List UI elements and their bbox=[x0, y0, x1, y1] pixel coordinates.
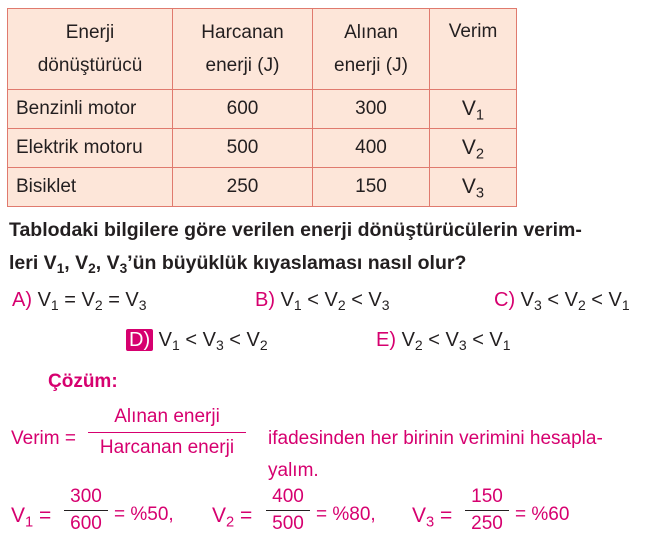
verim-label: Verim = bbox=[11, 428, 76, 449]
header-received bbox=[313, 9, 430, 90]
row-efficiency bbox=[430, 90, 517, 129]
opt-part: V bbox=[37, 289, 51, 311]
header-efficiency-line1: Verim bbox=[448, 21, 498, 42]
equals: = bbox=[240, 504, 253, 527]
solution-title: Çözüm: bbox=[48, 371, 118, 392]
opt-sub: 2 bbox=[259, 337, 268, 354]
header-received-line2: enerji (J) bbox=[334, 55, 408, 76]
efficiency-table bbox=[7, 8, 517, 207]
v-symbol: V bbox=[11, 504, 26, 527]
opt-part: = V bbox=[58, 289, 95, 311]
opt-sub: 3 bbox=[381, 297, 390, 314]
opt-part: < V bbox=[345, 289, 382, 311]
opt-part: < V bbox=[466, 329, 503, 351]
row-efficiency bbox=[430, 129, 517, 168]
opt-part: V bbox=[280, 289, 294, 311]
header-received-line1: Alınan bbox=[344, 22, 398, 43]
opt-sub: 1 bbox=[621, 297, 630, 314]
q-sub: 2 bbox=[88, 261, 96, 277]
option-letter: C) bbox=[494, 289, 516, 311]
eff-sub: 2 bbox=[475, 146, 485, 163]
fraction-denominator: 600 bbox=[70, 513, 102, 534]
solution-text-line2: yalım. bbox=[268, 460, 319, 481]
opt-sub: 1 bbox=[502, 337, 511, 354]
row-spent: 500 bbox=[173, 129, 313, 168]
q-part: , V bbox=[95, 252, 120, 274]
header-efficiency bbox=[430, 9, 517, 90]
opt-part: < V bbox=[541, 289, 578, 311]
opt-sub: 2 bbox=[414, 337, 423, 354]
question-line1: Tablodaki bilgilere göre verilen enerji dönüştürücülerin verim- bbox=[9, 219, 582, 241]
opt-sub: 1 bbox=[50, 297, 59, 314]
header-spent bbox=[173, 9, 313, 90]
v-sub: 2 bbox=[226, 514, 235, 531]
result-v2-value: = %80, bbox=[316, 504, 376, 525]
question-text bbox=[9, 214, 649, 280]
row-name: Benzinli motor bbox=[8, 90, 173, 129]
option-letter: E) bbox=[376, 329, 396, 351]
row-received: 400 bbox=[313, 129, 430, 168]
opt-part: V bbox=[520, 289, 535, 311]
result-v1-fraction bbox=[64, 486, 108, 535]
opt-sub: 2 bbox=[337, 297, 346, 314]
option-e[interactable] bbox=[376, 329, 511, 352]
table-header-row bbox=[8, 9, 517, 90]
result-v1-value: = %50, bbox=[114, 504, 174, 525]
q-part: leri V bbox=[9, 252, 57, 274]
table-row bbox=[8, 90, 517, 129]
eff-symbol: V bbox=[461, 97, 476, 120]
opt-sub: 3 bbox=[458, 337, 467, 354]
fraction-numerator: 300 bbox=[70, 486, 102, 507]
header-converter bbox=[8, 9, 173, 90]
question-line2 bbox=[9, 247, 649, 280]
opt-sub: 3 bbox=[534, 297, 542, 314]
eff-sub: 3 bbox=[475, 185, 485, 202]
row-name: Bisiklet bbox=[8, 168, 173, 207]
q-part: ’ün büyüklük kıyaslaması nasıl olur? bbox=[127, 252, 467, 274]
fraction-numerator: 150 bbox=[471, 486, 503, 507]
opt-part: < V bbox=[585, 289, 622, 311]
result-v1-label bbox=[11, 504, 52, 531]
opt-part: V bbox=[401, 329, 415, 351]
option-c[interactable] bbox=[494, 289, 630, 312]
option-a[interactable] bbox=[12, 289, 147, 312]
v-symbol: V bbox=[212, 504, 227, 527]
header-spent-line1: Harcanan bbox=[201, 22, 284, 43]
option-letter-selected: D) bbox=[126, 329, 153, 351]
row-efficiency bbox=[430, 168, 517, 207]
fraction-numerator: Alınan enerji bbox=[114, 406, 220, 427]
header-spent-line2: enerji (J) bbox=[205, 55, 280, 76]
opt-part: < V bbox=[223, 329, 260, 351]
row-name: Elektrik motoru bbox=[8, 129, 173, 168]
result-v2-label bbox=[212, 504, 253, 531]
fraction-denominator: 500 bbox=[272, 513, 304, 534]
solution-text-line1: ifadesinden her birinin verimini hesapla- bbox=[268, 428, 603, 449]
opt-sub: 2 bbox=[94, 297, 103, 314]
fraction-numerator: 400 bbox=[272, 486, 304, 507]
eff-symbol: V bbox=[461, 175, 476, 198]
opt-sub: 3 bbox=[215, 337, 224, 354]
result-v3-value: = %60 bbox=[515, 504, 570, 525]
result-v2-fraction bbox=[266, 486, 310, 535]
opt-sub: 1 bbox=[172, 337, 180, 354]
row-spent: 250 bbox=[173, 168, 313, 207]
v-sub: 3 bbox=[426, 514, 435, 531]
q-part: , V bbox=[64, 252, 89, 274]
opt-part: < V bbox=[179, 329, 216, 351]
verim-fraction bbox=[88, 406, 246, 459]
header-converter-line2: dönüştürücü bbox=[37, 55, 143, 76]
table-row bbox=[8, 168, 517, 207]
opt-part: < V bbox=[422, 329, 459, 351]
result-v3-fraction bbox=[465, 486, 509, 535]
option-letter: A) bbox=[12, 289, 32, 311]
v-symbol: V bbox=[412, 504, 427, 527]
opt-sub: 2 bbox=[577, 297, 586, 314]
eff-symbol: V bbox=[461, 136, 476, 159]
q-sub: 3 bbox=[119, 261, 128, 277]
option-letter: B) bbox=[255, 289, 275, 311]
result-v3-label bbox=[412, 504, 453, 531]
fraction-denominator: 250 bbox=[471, 513, 503, 534]
option-b[interactable] bbox=[255, 289, 390, 312]
option-d[interactable] bbox=[126, 329, 268, 352]
fraction-denominator: Harcanan enerji bbox=[99, 437, 235, 458]
opt-part: = V bbox=[102, 289, 139, 311]
equals: = bbox=[39, 504, 52, 527]
opt-sub: 3 bbox=[138, 297, 147, 314]
table-row bbox=[8, 129, 517, 168]
q-sub: 1 bbox=[56, 261, 65, 277]
eff-sub: 1 bbox=[475, 107, 485, 124]
opt-sub: 1 bbox=[293, 297, 302, 314]
header-converter-line1: Enerji bbox=[65, 22, 115, 43]
equals: = bbox=[440, 504, 453, 527]
row-received: 150 bbox=[313, 168, 430, 207]
opt-part: V bbox=[158, 329, 173, 351]
row-spent: 600 bbox=[173, 90, 313, 129]
opt-part: < V bbox=[301, 289, 338, 311]
v-sub: 1 bbox=[25, 514, 34, 531]
row-received: 300 bbox=[313, 90, 430, 129]
